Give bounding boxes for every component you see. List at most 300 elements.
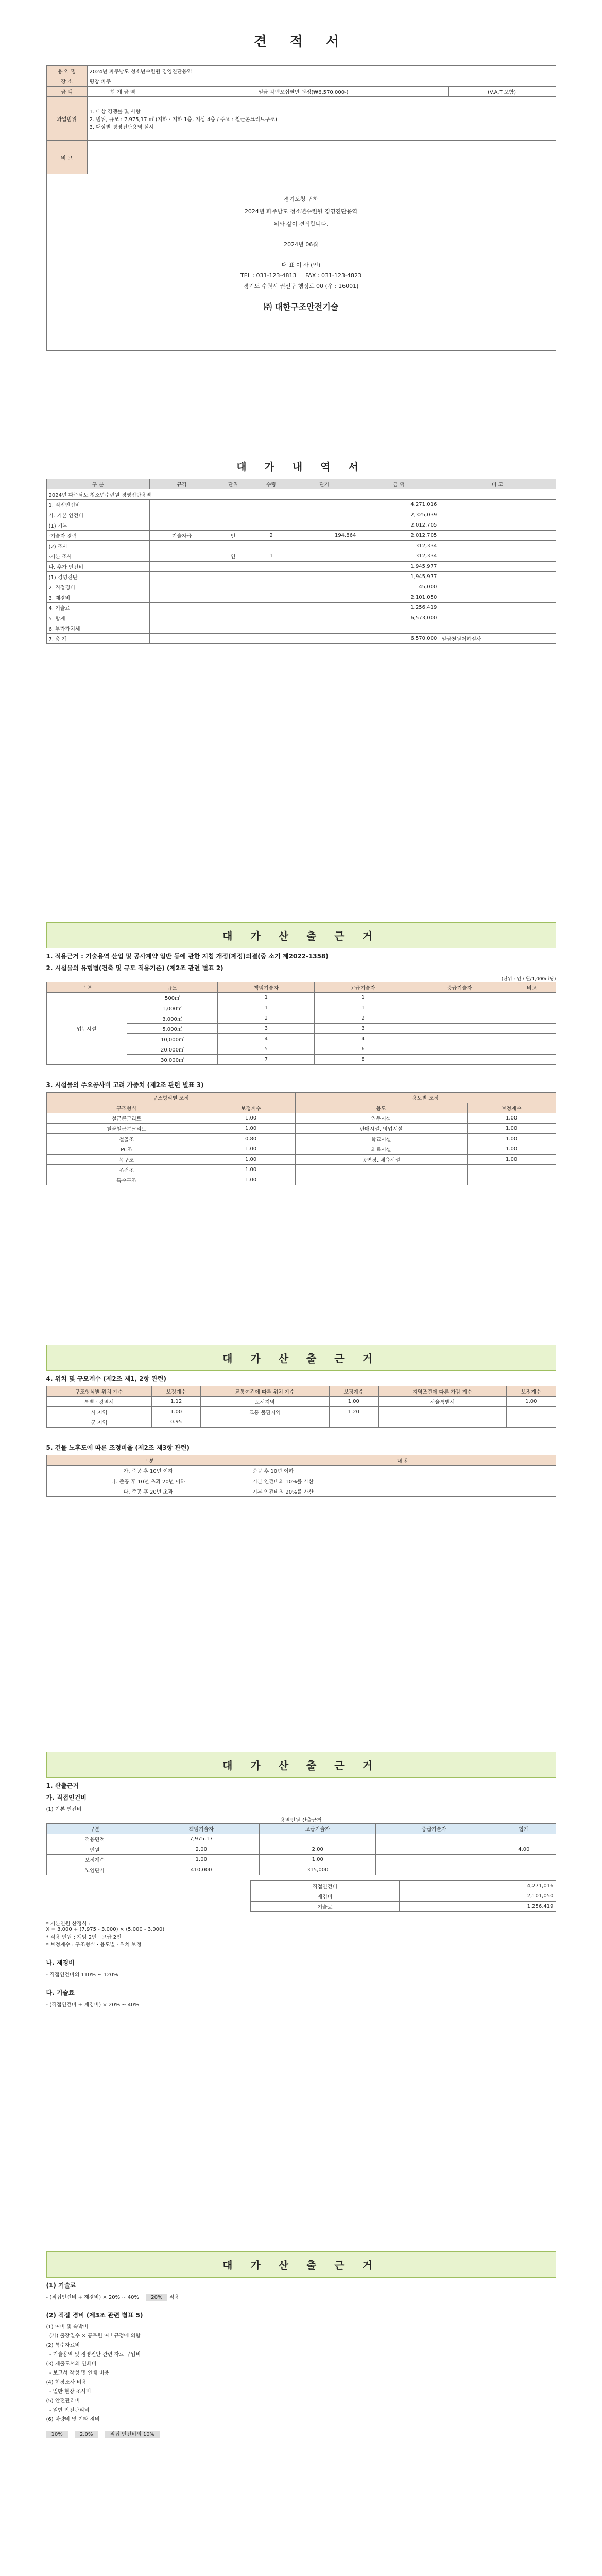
cost-cell xyxy=(439,603,556,613)
basis3-cell: 시 지역 xyxy=(46,1407,151,1417)
calc-row xyxy=(46,1844,556,1855)
col-amount: 금 액 xyxy=(358,479,439,489)
section-calc-2-title: 대 가 산 출 근 거 xyxy=(46,2251,556,2278)
cost-cell: 6. 부가가치세 xyxy=(46,623,150,634)
total-text: 일금 각백오십팔만 원정(₩6,570,000-) xyxy=(159,87,448,97)
basis2-col-0: 구조형식 xyxy=(46,1103,207,1113)
cost-cell xyxy=(150,592,214,603)
cost-cell: 가. 기본 인건비 xyxy=(46,510,150,520)
basis2-heading: 3. 시설물의 주요공사비 고려 가중치 (제2조 관련 별표 3) xyxy=(46,1081,204,1089)
basis1-cell: 3,000㎡ xyxy=(127,1013,218,1024)
formula-1: X = 3,000 + (7,975 - 3,000) × (5,000 - 3,000) xyxy=(46,1927,165,1933)
calc-row xyxy=(46,1865,556,1875)
cost-cell: 2,101,050 xyxy=(358,592,439,603)
calc2-box1: 10% xyxy=(46,2431,68,2438)
calc-summary-row xyxy=(250,1881,556,1891)
calc-col-4: 합계 xyxy=(492,1824,556,1834)
basis2-cell: 1.00 xyxy=(207,1155,295,1165)
basis2-cell xyxy=(467,1175,556,1185)
basis2-cell: 조적조 xyxy=(46,1165,207,1175)
cost-cell xyxy=(439,562,556,572)
calc-summary-cell: 4,271,016 xyxy=(400,1881,556,1891)
basis2-cell xyxy=(295,1175,467,1185)
basis1-col-1: 규모 xyxy=(127,982,218,993)
cost-cell xyxy=(439,510,556,520)
basis3-col-0: 구조형식별 위치 계수 xyxy=(46,1386,151,1397)
cost-cell xyxy=(439,531,556,541)
basis4-cell: 다. 준공 후 20년 초과 xyxy=(46,1486,250,1497)
basis1-cell: 4 xyxy=(218,1034,315,1044)
cost-row xyxy=(46,572,556,582)
calc2-rate-label: 적용 xyxy=(169,2295,179,2300)
calc2-item: (3) 제출도서의 인쇄비 xyxy=(46,2361,97,2367)
basis1-col-5: 비고 xyxy=(508,982,556,993)
estimate-table xyxy=(46,65,556,351)
calc-cell xyxy=(376,1865,492,1875)
col-name: 구 분 xyxy=(46,479,150,489)
basis4-heading: 5. 건물 노후도에 따른 조정비율 (제2조 제3항 관련) xyxy=(46,1444,190,1451)
cost-cell xyxy=(252,562,290,572)
cost-cell xyxy=(290,520,358,531)
basis3-cell: 1.12 xyxy=(151,1397,200,1407)
address-date: 2024년 06월 xyxy=(284,241,318,248)
basis3-cell: 군 지역 xyxy=(46,1417,151,1428)
total-label: 합 계 금 액 xyxy=(87,87,159,97)
cost-cell xyxy=(214,541,252,551)
address-line-1: 경기도청 귀하 xyxy=(283,196,319,202)
basis2-row xyxy=(46,1144,556,1155)
calc-col-0: 구분 xyxy=(46,1824,143,1834)
calc-col-3: 중급기술자 xyxy=(376,1824,492,1834)
cost-row xyxy=(46,520,556,531)
calc2-item: (4) 현장조사 비용 xyxy=(46,2380,87,2385)
cost-cell xyxy=(214,582,252,592)
cost-cell xyxy=(290,592,358,603)
calc2-highlight: 직접 인건비의 10% xyxy=(105,2431,160,2438)
cost-cell xyxy=(252,572,290,582)
calc-note1: 나. 제경비 xyxy=(46,1959,75,1967)
basis4-cell: 나. 준공 후 10년 초과 20년 이하 xyxy=(46,1476,250,1486)
cost-cell: 45,000 xyxy=(358,582,439,592)
cost-cell: 5. 합계 xyxy=(46,613,150,623)
calc-summary-cell: 기술료 xyxy=(250,1902,400,1912)
basis3-cell xyxy=(329,1417,378,1428)
cost-cell xyxy=(150,603,214,613)
basis3-cell: 0.95 xyxy=(151,1417,200,1428)
cost-cell: 인 xyxy=(214,531,252,541)
scope-label: 과업범위 xyxy=(46,97,87,141)
basis2-cell xyxy=(295,1165,467,1175)
cost-cell xyxy=(214,500,252,510)
calc2-heading2: (2) 직접 경비 (제3조 관련 별표 5) xyxy=(46,2312,143,2319)
basis1-cell xyxy=(508,1013,556,1024)
basis2-cell: 철골철근콘크리트 xyxy=(46,1124,207,1134)
cost-cell xyxy=(150,520,214,531)
calc2-box2: 2.0% xyxy=(75,2431,98,2438)
basis1-category: 업무시설 xyxy=(46,993,127,1065)
company-name: ㈜ 대한구조안전기술 xyxy=(263,302,339,312)
basis1-cell: 30,000㎡ xyxy=(127,1055,218,1065)
cost-cell: 1,945,977 xyxy=(358,572,439,582)
cost-cell xyxy=(214,634,252,644)
calc2-rate: 20% xyxy=(146,2294,167,2301)
cost-cell: 1,945,977 xyxy=(358,562,439,572)
cost-cell xyxy=(290,541,358,551)
basis1-cell: 1 xyxy=(315,993,411,1003)
cost-cell xyxy=(252,582,290,592)
cost-row xyxy=(46,592,556,603)
basis2-cell: 목구조 xyxy=(46,1155,207,1165)
cost-cell xyxy=(439,613,556,623)
calc-col-2: 고급기술자 xyxy=(260,1824,376,1834)
basis4-row xyxy=(46,1486,556,1497)
cost-cell: 4. 기술료 xyxy=(46,603,150,613)
company-address: 경기도 수원시 권선구 행정로 00 (우 : 16001) xyxy=(243,283,359,290)
basis2-row xyxy=(46,1124,556,1134)
company-tel: TEL : 031-123-4813 xyxy=(240,272,297,279)
cost-cell: 4,271,016 xyxy=(358,500,439,510)
basis3-row xyxy=(46,1417,556,1428)
cost-cell: 일금천원이하절사 xyxy=(439,634,556,644)
basis3-col-4: 지역조건에 따른 가감 계수 xyxy=(378,1386,506,1397)
basis2-cell: 1.00 xyxy=(467,1113,556,1124)
company-fax: FAX : 031-123-4823 xyxy=(305,272,362,279)
cost-cell xyxy=(439,623,556,634)
cost-cell xyxy=(439,551,556,562)
calc2-heading: (1) 기술료 xyxy=(46,2282,76,2289)
cost-cell: 6,570,000 xyxy=(358,634,439,644)
cost-cell: 나. 추가 인건비 xyxy=(46,562,150,572)
cost-cell xyxy=(252,603,290,613)
basis1-cell xyxy=(411,1003,508,1013)
cost-cell xyxy=(439,582,556,592)
basis3-cell: 1.00 xyxy=(507,1397,556,1407)
basis3-cell: 도서지역 xyxy=(201,1397,329,1407)
basis1-cell xyxy=(508,1034,556,1044)
basis1-cell: 8 xyxy=(315,1055,411,1065)
basis2-cell: 1.00 xyxy=(207,1124,295,1134)
cost-cell xyxy=(439,520,556,531)
basis3-col-2: 교통여건에 따른 위치 계수 xyxy=(201,1386,329,1397)
basis3-cell xyxy=(507,1417,556,1428)
calc2-item: - 일반 안전관리비 xyxy=(46,2408,90,2413)
basis1-note: (단위 : 인 / 원/1,000㎡당) xyxy=(501,977,556,982)
calc-note1-text: - 직접인건비의 110% ~ 120% xyxy=(46,1972,118,1978)
basis2-row xyxy=(46,1175,556,1185)
calc-cell: 2.00 xyxy=(143,1844,260,1855)
cost-cell xyxy=(214,510,252,520)
basis2-cell: 공연장, 체육시설 xyxy=(295,1155,467,1165)
basis3-col-5: 보정계수 xyxy=(507,1386,556,1397)
cost-cell: (1) 기본 xyxy=(46,520,150,531)
cost-cell xyxy=(150,623,214,634)
cost-row xyxy=(46,634,556,644)
cost-cell xyxy=(252,500,290,510)
calc-cell xyxy=(376,1844,492,1855)
basis3-cell: 서울특별시 xyxy=(378,1397,506,1407)
cost-cell: 312,334 xyxy=(358,551,439,562)
basis1-table xyxy=(46,982,556,1065)
cost-row xyxy=(46,603,556,613)
section-calc-1-title: 대 가 산 출 근 거 xyxy=(46,1752,556,1778)
formula-2: * 적용 인원 : 책임 2인 · 고급 2인 xyxy=(46,1935,122,1940)
basis1-cell: 10,000㎡ xyxy=(127,1034,218,1044)
cost-cell xyxy=(214,572,252,582)
cost-cell xyxy=(150,582,214,592)
basis1-row xyxy=(46,993,556,1003)
basis1-cell xyxy=(508,993,556,1003)
cost-row xyxy=(46,551,556,562)
calc2-item: - 보고서 작성 및 인쇄 비용 xyxy=(46,2370,109,2376)
calc-cell: 7,975.17 xyxy=(143,1834,260,1844)
basis1-cell: 2 xyxy=(218,1013,315,1024)
basis1-col-4: 중급기술자 xyxy=(411,982,508,993)
cost-cell xyxy=(150,510,214,520)
basis3-col-3: 보정계수 xyxy=(329,1386,378,1397)
calc-summary-cell: 1,256,419 xyxy=(400,1902,556,1912)
cost-cell xyxy=(150,500,214,510)
cost-row xyxy=(46,531,556,541)
calc-cell: 4.00 xyxy=(492,1844,556,1855)
basis3-cell xyxy=(507,1407,556,1417)
basis1-cell: 1 xyxy=(315,1003,411,1013)
basis1-cell xyxy=(411,993,508,1003)
cost-cell: 6,573,000 xyxy=(358,613,439,623)
basis3-cell xyxy=(378,1407,506,1417)
cost-cell xyxy=(214,562,252,572)
cost-cell: (1) 경영진단 xyxy=(46,572,150,582)
cost-cell xyxy=(290,562,358,572)
basis1-cell: 1 xyxy=(218,1003,315,1013)
basis4-cell: 기본 인건비의 10%를 가산 xyxy=(250,1476,556,1486)
cost-cell xyxy=(214,603,252,613)
basis1-cell: 4 xyxy=(315,1034,411,1044)
calc-cell: 노임단가 xyxy=(46,1865,143,1875)
address-line-3: 위와 같이 견적합니다. xyxy=(273,221,329,227)
scope-line-3: 3. 대상별 경영진단용역 실시 xyxy=(89,124,154,130)
basis2-cell: 1.00 xyxy=(467,1155,556,1165)
basis1-heading2: 2. 시설물의 유형별(건축 및 규모 적용기준) (제2조 관련 별표 2) xyxy=(46,964,223,972)
cost-cell xyxy=(290,510,358,520)
basis3-cell: 교통 불편지역 xyxy=(201,1407,329,1417)
scope-line-2: 2. 범위, 규모 : 7,975,17 ㎡ (지하 · 지하 1층, 지상 4층 / 주요 : 철근콘크리트구조) xyxy=(89,116,277,123)
cost-cell xyxy=(252,623,290,634)
calc-cell: 410,000 xyxy=(143,1865,260,1875)
cost-cell xyxy=(439,572,556,582)
basis2-col-2: 용도 xyxy=(295,1103,467,1113)
basis2-left-header: 구조형식별 조정 xyxy=(46,1093,295,1103)
basis2-row xyxy=(46,1134,556,1144)
cost-cell: 2,012,705 xyxy=(358,531,439,541)
basis2-row xyxy=(46,1165,556,1175)
basis1-cell: 3 xyxy=(218,1024,315,1034)
cost-row xyxy=(46,541,556,551)
basis2-row xyxy=(46,1155,556,1165)
cost-cell: 인 xyxy=(214,551,252,562)
cost-cell xyxy=(290,634,358,644)
basis3-heading: 4. 위치 및 규모계수 (제2조 제1, 2항 관련) xyxy=(46,1375,166,1382)
calc-cell xyxy=(492,1834,556,1844)
address-line-2: 2024년 파주남도 청소년수련원 경영진단용역 xyxy=(244,208,358,215)
cost-cell: 2,325,039 xyxy=(358,510,439,520)
calc-summary-cell: 제경비 xyxy=(250,1891,400,1902)
calc-cell: 보정계수 xyxy=(46,1855,143,1865)
cost-cell: ·기술자 경력 xyxy=(46,531,150,541)
calc-cell xyxy=(492,1855,556,1865)
basis1-cell xyxy=(508,1044,556,1055)
section-basis-2-title: 대 가 산 출 근 거 xyxy=(46,1345,556,1371)
basis4-col-1: 내 용 xyxy=(250,1455,556,1466)
calc-summary-cell: 2,101,050 xyxy=(400,1891,556,1902)
calc-cell xyxy=(492,1865,556,1875)
location-label: 장 소 xyxy=(46,76,87,87)
basis1-cell: 500㎡ xyxy=(127,993,218,1003)
basis2-cell: 0.80 xyxy=(207,1134,295,1144)
basis3-cell xyxy=(201,1417,329,1428)
cost-cell xyxy=(439,500,556,510)
basis2-cell: 1.00 xyxy=(467,1134,556,1144)
project-label: 용 역 명 xyxy=(46,66,87,76)
cost-cell xyxy=(214,623,252,634)
basis3-cell: 1.00 xyxy=(329,1397,378,1407)
cost-cell xyxy=(252,634,290,644)
calc-cell: 적용면적 xyxy=(46,1834,143,1844)
basis1-cell xyxy=(411,1013,508,1024)
calc-cell: 2.00 xyxy=(260,1844,376,1855)
cost-cell xyxy=(290,613,358,623)
col-spec: 규격 xyxy=(150,479,214,489)
basis1-cell xyxy=(411,1044,508,1055)
basis1-cell: 3 xyxy=(315,1024,411,1034)
cost-cell xyxy=(252,510,290,520)
basis3-row xyxy=(46,1407,556,1417)
cost-row xyxy=(46,582,556,592)
cost-row xyxy=(46,500,556,510)
cost-cell: 2,012,705 xyxy=(358,520,439,531)
calc-cell xyxy=(376,1855,492,1865)
basis1-cell: 1 xyxy=(218,993,315,1003)
basis2-cell: 철골조 xyxy=(46,1134,207,1144)
basis2-col-3: 보정계수 xyxy=(467,1103,556,1113)
basis1-col-0: 구 분 xyxy=(46,982,127,993)
amount-label: 금 액 xyxy=(46,87,87,97)
basis4-cell: 가. 준공 후 10년 이하 xyxy=(46,1466,250,1476)
basis1-cell: 2 xyxy=(315,1013,411,1024)
cost-cell xyxy=(252,520,290,531)
cost-cell xyxy=(290,551,358,562)
cost-cell: 3. 제경비 xyxy=(46,592,150,603)
basis1-cell: 6 xyxy=(315,1044,411,1055)
basis2-cell: 판매시설, 영업시설 xyxy=(295,1124,467,1134)
cost-cell xyxy=(439,541,556,551)
basis1-cell xyxy=(411,1024,508,1034)
calc2-item: (1) 여비 및 숙박비 xyxy=(46,2324,89,2330)
basis2-cell: 의료시설 xyxy=(295,1144,467,1155)
basis2-col-1: 보정계수 xyxy=(207,1103,295,1113)
cost-cell xyxy=(290,500,358,510)
cost-cell: 1. 직접인건비 xyxy=(46,500,150,510)
calc-cell: 1.00 xyxy=(260,1855,376,1865)
basis1-col-3: 고급기술자 xyxy=(315,982,411,993)
calc2-item: - 일반 현장 조사비 xyxy=(46,2389,91,2395)
calc2-item: (6) 차량비 및 기타 경비 xyxy=(46,2417,100,2422)
basis4-row xyxy=(46,1476,556,1486)
vat: (V.A.T 포함) xyxy=(448,87,556,97)
cost-cell: 7. 총 계 xyxy=(46,634,150,644)
calc2-item: - 기술용역 및 경영진단 관련 자료 구입비 xyxy=(46,2352,141,2358)
calc-col-1: 책임기술자 xyxy=(143,1824,260,1834)
basis3-cell: 1.00 xyxy=(151,1407,200,1417)
cost-cell xyxy=(214,520,252,531)
cost-title-row: 2024년 파주남도 청소년수련원 경영진단용역 xyxy=(46,489,556,500)
calc-row xyxy=(46,1834,556,1844)
basis2-cell: 1.00 xyxy=(207,1144,295,1155)
cost-cell xyxy=(150,613,214,623)
cost-cell xyxy=(252,541,290,551)
basis3-cell: 특별 · 광역시 xyxy=(46,1397,151,1407)
basis3-row xyxy=(46,1397,556,1407)
scope-line-1: 1. 대상 경쟁률 및 사항 xyxy=(89,109,141,115)
basis3-cell: 1.20 xyxy=(329,1407,378,1417)
calc-note2-text: - (직접인건비 + 제경비) × 20% ~ 40% xyxy=(46,2002,140,2008)
basis2-right-header: 용도별 조정 xyxy=(295,1093,556,1103)
basis2-cell: 1.00 xyxy=(467,1124,556,1134)
cost-cell xyxy=(214,592,252,603)
basis1-cell: 5 xyxy=(218,1044,315,1055)
calc-table-title: 용역인원 산출근거 xyxy=(280,1818,322,1823)
basis2-table xyxy=(46,1092,556,1185)
cost-cell xyxy=(150,634,214,644)
cost-row xyxy=(46,510,556,520)
calc2-item: (가) 출장일수 × 공무원 여비규정에 의함 xyxy=(46,2333,141,2339)
formula-0: * 기본인원 산정식 : xyxy=(46,1921,91,1927)
cost-cell: (2) 조사 xyxy=(46,541,150,551)
basis1-cell xyxy=(508,1055,556,1065)
company-rep: 대 표 이 사 (인) xyxy=(281,262,321,268)
basis1-cell xyxy=(411,1034,508,1044)
calc-cell xyxy=(376,1834,492,1844)
basis2-cell: 학교시설 xyxy=(295,1134,467,1144)
cost-cell xyxy=(150,551,214,562)
calc-cell: 1.00 xyxy=(143,1855,260,1865)
calc-heading1: 1. 산출근거 xyxy=(46,1782,79,1789)
col-note: 비 고 xyxy=(439,479,556,489)
basis1-cell: 7 xyxy=(218,1055,315,1065)
basis2-cell: 특수구조 xyxy=(46,1175,207,1185)
cost-cell xyxy=(150,541,214,551)
note-label: 비 고 xyxy=(46,141,87,174)
calc2-item: (5) 안전관리비 xyxy=(46,2398,80,2404)
cost-cell xyxy=(290,603,358,613)
basis2-row xyxy=(46,1113,556,1124)
calc2-line1: - (직접인건비 + 제경비) × 20% ~ 40% xyxy=(46,2295,140,2300)
calc-cell: 인원 xyxy=(46,1844,143,1855)
calc2-item: (2) 특수자료비 xyxy=(46,2343,80,2348)
calc-summary-table xyxy=(250,1880,556,1912)
basis1-col-2: 책임기술자 xyxy=(218,982,315,993)
basis2-cell: 업무시설 xyxy=(295,1113,467,1124)
calc-note2: 다. 기술료 xyxy=(46,1989,75,1996)
basis1-cell: 20,000㎡ xyxy=(127,1044,218,1055)
cost-cell xyxy=(214,613,252,623)
cost-cell: 기술자급 xyxy=(150,531,214,541)
cost-detail-table xyxy=(46,479,556,644)
calc-cell xyxy=(260,1834,376,1844)
calc-heading2: 가. 직접인건비 xyxy=(46,1794,87,1801)
calc-cell: 315,000 xyxy=(260,1865,376,1875)
basis2-cell: 1.00 xyxy=(467,1144,556,1155)
cost-cell xyxy=(290,582,358,592)
